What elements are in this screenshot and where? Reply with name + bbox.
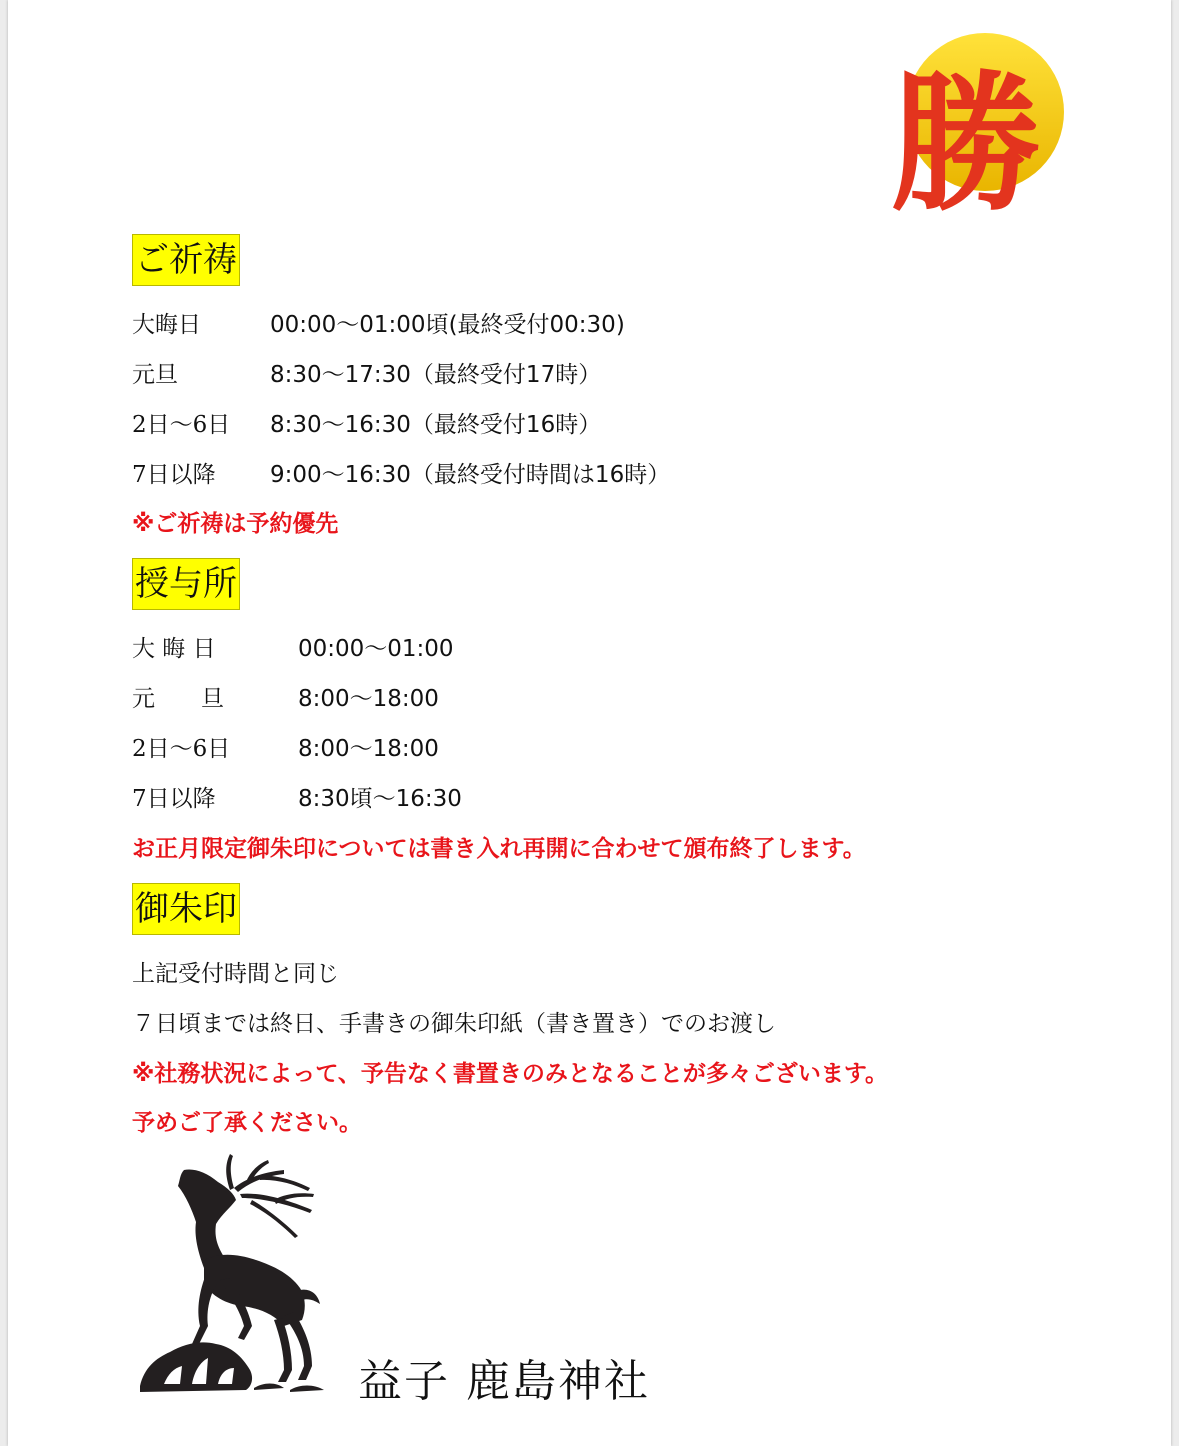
awards-row-label: 2日～6日 [132, 736, 231, 762]
katsu-logo [866, 26, 1066, 216]
deer-logo-icon [134, 1148, 334, 1398]
awards-row-label: 7日以降 [132, 786, 216, 812]
prayer-row-value: 8:30～16:30（最終受付16時） [270, 412, 602, 438]
awards-row-value: 8:00～18:00 [298, 736, 439, 762]
awards-row-value: 8:30頃～16:30 [298, 786, 462, 812]
prayer-row-label: 元旦 [132, 362, 178, 388]
prayer-note: ※ご祈祷は予約優先 [132, 511, 339, 537]
awards-row-value: 8:00～18:00 [298, 686, 439, 712]
prayer-row-value: 9:00～16:30（最終受付時間は16時） [270, 462, 671, 488]
goshuin-hours-text: 上記受付時間と同じ [132, 961, 339, 987]
awards-heading: 授与所 [132, 558, 240, 610]
prayer-row-label: 大晦日 [132, 312, 201, 338]
awards-row-label: 大 晦 日 [132, 636, 216, 662]
awards-row-label: 元 旦 [132, 686, 224, 712]
prayer-row-label: 7日以降 [132, 462, 216, 488]
goshuin-handwritten-text: ７日頃までは終日、手書きの御朱印紙（書き置き）でのお渡し [132, 1011, 776, 1037]
awards-note: お正月限定御朱印については書き入れ再開に合わせて頒布終了します。 [132, 836, 866, 862]
prayer-row-value: 8:30～17:30（最終受付17時） [270, 362, 602, 388]
goshuin-note: ※社務状況によって、予告なく書置きのみとなることが多々ございます。 [132, 1061, 889, 1087]
document-page [8, 0, 1171, 1446]
katsu-character: 勝 [890, 56, 1042, 216]
goshuin-heading: 御朱印 [132, 883, 240, 935]
awards-row-value: 00:00～01:00 [298, 636, 454, 662]
goshuin-apology-note: 予めご了承ください。 [132, 1110, 362, 1136]
prayer-row-label: 2日～6日 [132, 412, 231, 438]
prayer-row-value: 00:00～01:00頃(最終受付00:30) [270, 312, 625, 338]
shrine-name: 益子 鹿島神社 [358, 1356, 650, 1407]
prayer-heading: ご祈祷 [132, 234, 240, 286]
